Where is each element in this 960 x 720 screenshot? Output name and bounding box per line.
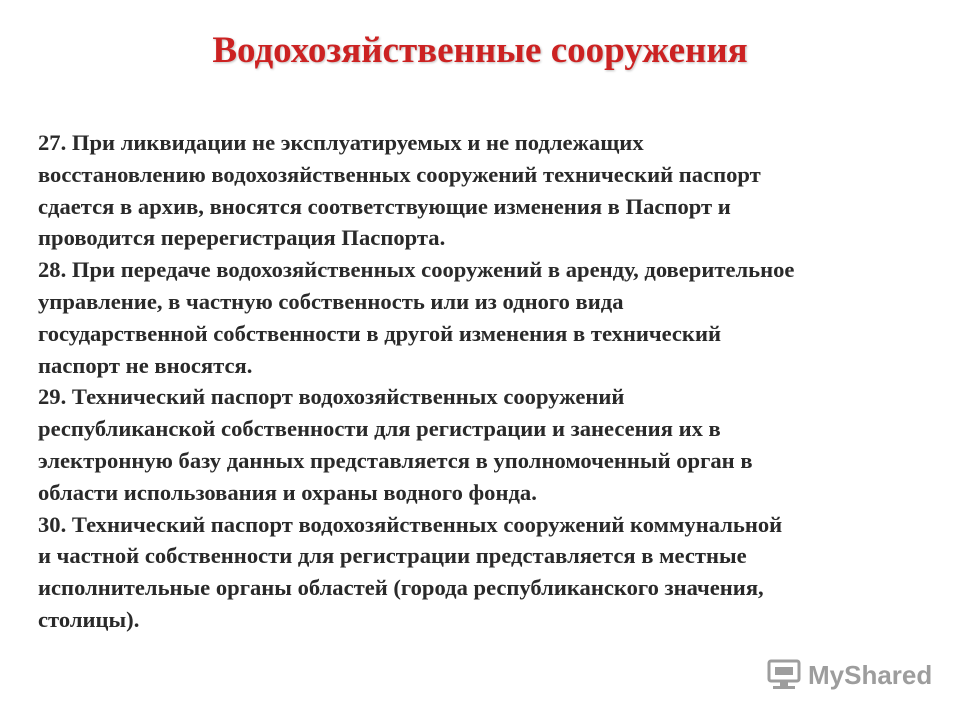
paragraph-line: 27. При ликвидации не эксплуатируемых и не подлежащих — [38, 130, 644, 155]
paragraph-line: электронную базу данных представляется в уполномоченный орган в — [38, 447, 753, 473]
paragraph-line: области использования и охраны водного фонда. — [38, 479, 537, 505]
paragraph-line: столицы). — [38, 606, 140, 632]
paragraph-line: сдается в архив, вносятся соответствующие изменения в Паспорт и — [38, 193, 731, 219]
paragraph-30 — [38, 509, 938, 636]
paragraph-line: и частной собственности для регистрации представляется в местные — [38, 543, 747, 569]
watermark-text: MyShared — [808, 659, 933, 690]
paragraph-28 — [38, 254, 938, 381]
slide-body — [38, 127, 938, 636]
paragraph-line: 28. При передаче водохозяйственных сооружений в аренду, доверительное — [38, 257, 795, 283]
paragraph-line: исполнительные органы областей (города республиканского значения, — [38, 575, 764, 601]
paragraph-line: паспорт не вносятся. — [38, 352, 253, 378]
paragraph-27 — [38, 127, 938, 254]
paragraph-line: республиканской собственности для регистрации и занесения их в — [38, 416, 721, 442]
watermark — [766, 655, 932, 695]
paragraph-line: восстановлению водохозяйственных сооружений технический паспорт — [38, 161, 761, 187]
paragraph-line: 30. Технический паспорт водохозяйственных сооружений коммунальной — [38, 511, 783, 537]
paragraph-29 — [38, 381, 938, 508]
paragraph-line: государственной собственности в другой изменения в технический — [38, 320, 721, 346]
mortarboard-icon — [766, 658, 802, 692]
paragraph-line: проводится перерегистрация Паспорта. — [38, 225, 446, 251]
paragraph-line: 29. Технический паспорт водохозяйственных сооружений — [38, 384, 625, 410]
paragraph-line: управление, в частную собственность или из одного вида — [38, 288, 624, 314]
slide-title: Водохозяйственные сооружения — [212, 30, 748, 71]
